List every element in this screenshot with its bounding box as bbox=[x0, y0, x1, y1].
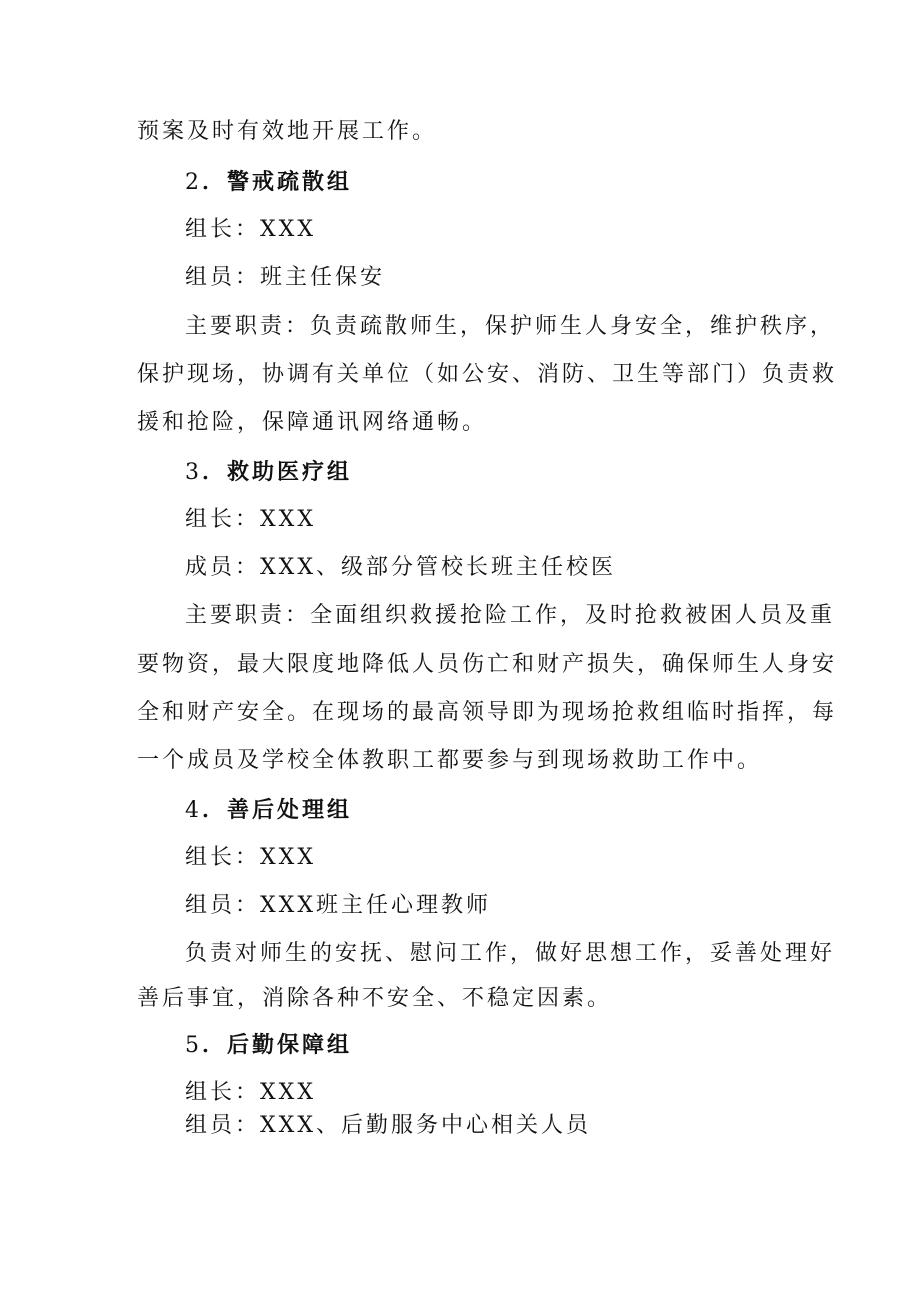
duties-line: 全和财产安全。在现场的最高领导即为现场抢救组临时指挥，每 bbox=[137, 700, 838, 725]
section-heading-5 bbox=[0, 1030, 920, 1061]
section-title: ．警戒疏散组 bbox=[202, 169, 353, 195]
group-members: 成员：XXX、级部分管校长班主任校医 bbox=[185, 555, 616, 580]
group-leader: 组长：XXX bbox=[185, 1080, 316, 1105]
group-members: 组员：班主任保安 bbox=[185, 265, 386, 290]
section-number: 3 bbox=[185, 460, 202, 485]
section-heading-4 bbox=[0, 795, 920, 826]
duties-line: 主要职责：全面组织救援抢险工作，及时抢救被困人员及重 bbox=[185, 603, 836, 628]
duties-line: 一个成员及学校全体教职工都要参与到现场救助工作中。 bbox=[137, 748, 763, 773]
duties-line: 保护现场，协调有关单位（如公安、消防、卫生等部门）负责救 bbox=[137, 362, 838, 387]
group-leader: 组长：XXX bbox=[185, 507, 316, 532]
section-title: ．善后处理组 bbox=[202, 797, 353, 823]
section-heading-3 bbox=[0, 457, 920, 488]
group-members: 组员：XXX班主任心理教师 bbox=[185, 893, 491, 918]
section-number: 5 bbox=[185, 1033, 202, 1058]
duties-line: 善后事宜，消除各种不安全、不稳定因素。 bbox=[137, 986, 613, 1011]
group-leader: 组长：XXX bbox=[185, 845, 316, 870]
paragraph-line: 预案及时有效地开展工作。 bbox=[137, 119, 438, 144]
group-members: 组员：XXX、后勤服务中心相关人员 bbox=[185, 1113, 591, 1138]
section-number: 4 bbox=[185, 798, 202, 823]
duties-line: 负责对师生的安抚、慰问工作，做好思想工作，妥善处理好 bbox=[185, 941, 836, 966]
section-number: 2 bbox=[185, 170, 202, 195]
group-leader: 组长：XXX bbox=[185, 217, 316, 242]
duties-line: 要物资，最大限度地降低人员伤亡和财产损失，确保师生人身安 bbox=[137, 652, 838, 677]
section-heading-2 bbox=[0, 167, 920, 198]
duties-line: 援和抢险，保障通讯网络通畅。 bbox=[137, 410, 488, 435]
section-title: ．救助医疗组 bbox=[202, 459, 353, 485]
section-title: ．后勤保障组 bbox=[202, 1032, 353, 1058]
duties-line: 主要职责：负责疏散师生，保护师生人身安全，维护秩序， bbox=[185, 314, 836, 339]
